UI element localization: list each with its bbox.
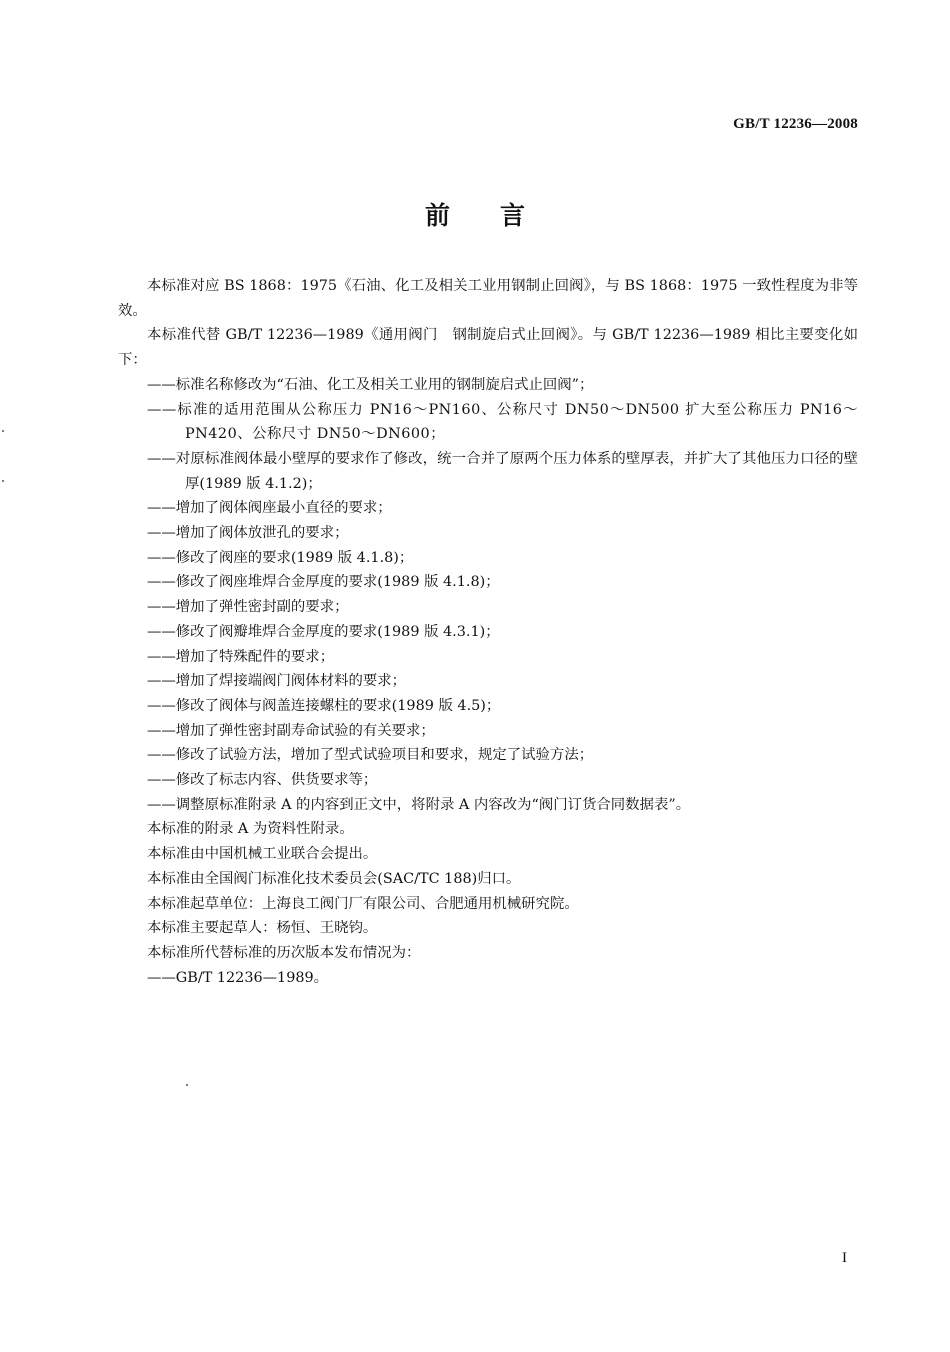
- change-item: ——增加了特殊配件的要求；: [147, 648, 335, 665]
- intro-paragraph: 本标准对应 BS 1868：1975《石油、化工及相关工业用钢制止回阀》，与 BS 1868：1975 一致性程度为非等效。: [118, 278, 858, 319]
- scan-speck: [2, 480, 4, 482]
- change-item: ——增加了阀体放泄孔的要求；: [147, 525, 349, 542]
- page-number: I: [842, 1250, 847, 1266]
- note-paragraph: 本标准由全国阀门标准化技术委员会(SAC/TC 188)归口。: [147, 870, 521, 887]
- change-item: ——修改了阀座堆焊合金厚度的要求(1989 版 4.1.8)；: [147, 574, 500, 591]
- note-paragraph: 本标准主要起草人：杨恒、王晓钧。: [147, 920, 378, 937]
- change-item: ——标准名称修改为“石油、化工及相关工业用的钢制旋启式止回阀”；: [147, 376, 594, 393]
- note-paragraph: 本标准由中国机械工业联合会提出。: [147, 846, 378, 863]
- change-item: ——修改了阀瓣堆焊合金厚度的要求(1989 版 4.3.1)；: [147, 623, 500, 640]
- change-item: ——调整原标准附录 A 的内容到正文中，将附录 A 内容改为“阀门订货合同数据表”。: [147, 796, 691, 813]
- history-item: ——GB/T 12236—1989。: [147, 969, 329, 986]
- intro-paragraph: 本标准代替 GB/T 12236—1989《通用阀门 钢制旋启式止回阀》。与 GB/T 12236—1989 相比主要变化如下：: [118, 327, 858, 369]
- change-item: ——修改了阀体与阀盖连接螺柱的要求(1989 版 4.5)；: [147, 697, 501, 714]
- change-item: ——修改了标志内容、供货要求等；: [147, 772, 378, 789]
- change-item: ——修改了阀座的要求(1989 版 4.1.8)；: [147, 549, 414, 566]
- scan-speck: [186, 1084, 188, 1086]
- change-item: ——对原标准阀体最小壁厚的要求作了修改，统一合并了原两个压力体系的壁厚表，并扩大了其他压力口径的壁厚(1989 版 4.1.2)；: [147, 450, 858, 492]
- change-item: ——增加了弹性密封副的要求；: [147, 599, 349, 616]
- change-item: ——修改了试验方法，增加了型式试验项目和要求，规定了试验方法；: [147, 747, 594, 764]
- page-title: 前言: [424, 201, 575, 230]
- changes-list: [118, 373, 858, 818]
- foreword-body: [118, 274, 858, 990]
- note-paragraph: 本标准的附录 A 为资料性附录。: [147, 821, 354, 838]
- scan-speck: [2, 430, 4, 432]
- change-item: ——标准的适用范围从公称压力 PN16～PN160、公称尺寸 DN50～DN500 扩大至公称压力 PN16～PN420、公称尺寸 DN50～DN600；: [147, 401, 858, 443]
- note-paragraph: 本标准起草单位：上海良工阀门厂有限公司、合肥通用机械研究院。: [147, 895, 579, 912]
- change-item: ——增加了焊接端阀门阀体材料的要求；: [147, 673, 407, 690]
- change-item: ——增加了弹性密封副寿命试验的有关要求；: [147, 722, 435, 739]
- note-paragraph: 本标准所代替标准的历次版本发布情况为：: [147, 944, 421, 961]
- change-item: ——增加了阀体阀座最小直径的要求；: [147, 500, 392, 517]
- standard-code: GB/T 12236—2008: [733, 116, 858, 132]
